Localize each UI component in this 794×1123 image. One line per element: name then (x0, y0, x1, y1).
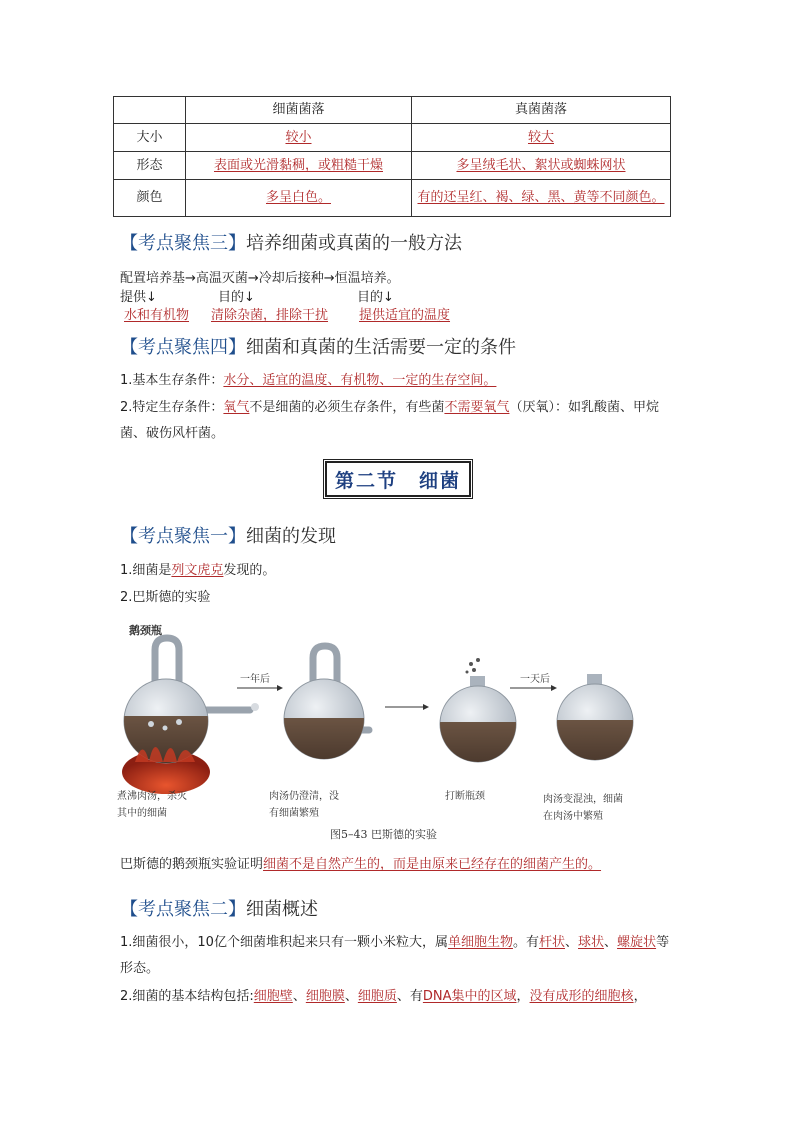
flask-2 (275, 646, 375, 778)
figure-caption: 图5–43 巴斯德的实验 (330, 828, 437, 841)
table-row (114, 124, 671, 152)
kd1-para-1: 1.细菌是列文虎克发现的。 (120, 563, 276, 578)
table-header-row (114, 97, 671, 124)
flask-4 (553, 674, 643, 780)
answer-text: 列文虎克 (171, 563, 224, 578)
answer-text: 球状 (578, 935, 605, 950)
row-label: 形态 (114, 152, 186, 180)
caption-step-4: 肉汤变混浊，细菌 (543, 794, 623, 805)
answer-text: 水和有机物 (124, 308, 190, 323)
flow-sub-1: 提供↓ (120, 290, 157, 305)
table-header-cell: 细菌菌落 (186, 97, 412, 124)
answer-text: 杆状 (538, 935, 565, 950)
row-label: 颜色 (114, 180, 186, 217)
heading-kd1 (120, 522, 336, 548)
caption-step-2: 有细菌繁殖 (269, 808, 319, 819)
kd4-para-1: 1.基本生存条件：水分、适宜的温度、有机物、一定的生存空间。 (120, 373, 497, 388)
flask-1 (115, 638, 250, 794)
answer-text: 多呈绒毛状、絮状或蜘蛛网状 (456, 157, 626, 173)
answer-text: 单细胞生物 (447, 935, 513, 950)
flow-sub-2: 目的↓ (218, 290, 255, 305)
heading-title: 细菌和真菌的生活需要一定的条件 (246, 337, 516, 358)
heading-kd4 (120, 333, 516, 359)
conclusion-para: 巴斯德的鹅颈瓶实验证明细菌不是自然产生的，而是由原来已经存在的细菌产生的。 (120, 857, 602, 872)
answer-text: 细胞膜 (305, 989, 345, 1004)
answer-text: 细菌不是自然产生的，而是由原来已经存在的细菌产生的。 (263, 857, 602, 872)
answer-text: 细胞质 (357, 989, 397, 1004)
caption-step-4: 在肉汤中繁殖 (543, 811, 603, 822)
heading-title: 细菌概述 (246, 899, 318, 920)
table-header-cell (114, 97, 186, 124)
caption-step-3: 打断瓶颈 (445, 791, 485, 802)
answer-text: DNA集中的区域 (422, 989, 517, 1004)
answer-text: 清除杂菌，排除干扰 (211, 308, 329, 323)
caption-step-1: 煮沸肉汤，杀灭 (117, 791, 187, 802)
answer-text: 多呈白色。 (265, 190, 331, 205)
heading-kd2 (120, 895, 318, 921)
answer-text: 螺旋状 (617, 935, 657, 950)
pasteur-experiment-figure (115, 612, 675, 847)
answer-text: 较大 (527, 129, 554, 145)
arrow-label-1: 一年后 (240, 674, 270, 685)
answer-text: 水分、适宜的温度、有机物、一定的生存空间。 (223, 373, 497, 388)
flow-sub-3: 目的↓ (357, 290, 394, 305)
row-label: 大小 (114, 124, 186, 152)
answer-text: 没有成形的细胞核 (529, 989, 634, 1004)
label-swan-neck-flask: 鹅颈瓶 (129, 624, 162, 637)
caption-step-1: 其中的细菌 (117, 808, 167, 819)
answer-text: 提供适宜的温度 (359, 308, 451, 323)
kd1-para-2: 2.巴斯德的实验 (120, 590, 211, 605)
heading-title: 细菌的发现 (246, 526, 336, 547)
heading-bracket: 【考点聚焦三】 (120, 233, 246, 254)
culture-flow: 配置培养基→高温灭菌→冷却后接种→恒温培养。 (120, 271, 400, 286)
answer-text: 不需要氧气 (444, 400, 510, 415)
answer-text: 表面或光滑黏稠，或粗糙干燥 (213, 157, 383, 173)
answer-text: 有的还呈红、褐、绿、黑、黄等不同颜色。 (417, 190, 665, 205)
answer-text: 氧气 (223, 400, 250, 415)
heading-title: 培养细菌或真菌的一般方法 (246, 233, 462, 254)
kd2-para-2: 2.细菌的基本结构包括:细胞壁、细胞膜、细胞质、有DNA集中的区域，没有成形的细胞核， (120, 989, 647, 1004)
table-row (114, 152, 671, 180)
kd2-para-1: 1.细菌很小，10亿个细菌堆积起来只有一颗小米粒大，属单细胞生物。有杆状、球状、螺旋状等形态。 (120, 935, 670, 976)
colony-comparison-table (113, 96, 671, 217)
heading-bracket: 【考点聚焦二】 (120, 899, 246, 920)
dust-icon (251, 703, 259, 711)
table-header-cell: 真菌菌落 (412, 97, 671, 124)
answer-text: 细胞壁 (253, 989, 293, 1004)
table-row (114, 180, 671, 217)
answer-text: 较小 (285, 129, 312, 145)
heading-bracket: 【考点聚焦四】 (120, 337, 246, 358)
heading-kd3 (120, 229, 462, 255)
heading-bracket: 【考点聚焦一】 (120, 526, 246, 547)
caption-step-2: 肉汤仍澄清，没 (269, 791, 339, 802)
section-title: 第二节 细菌 (325, 461, 471, 497)
arrow-label-2: 一天后 (520, 674, 550, 685)
kd4-para-2: 2.特定生存条件：氧气不是细菌的必须生存条件，有些菌不需要氧气（厌氧）：如乳酸菌、甲烷菌、破伤风杆菌。 (120, 400, 659, 441)
flask-3 (435, 658, 525, 782)
